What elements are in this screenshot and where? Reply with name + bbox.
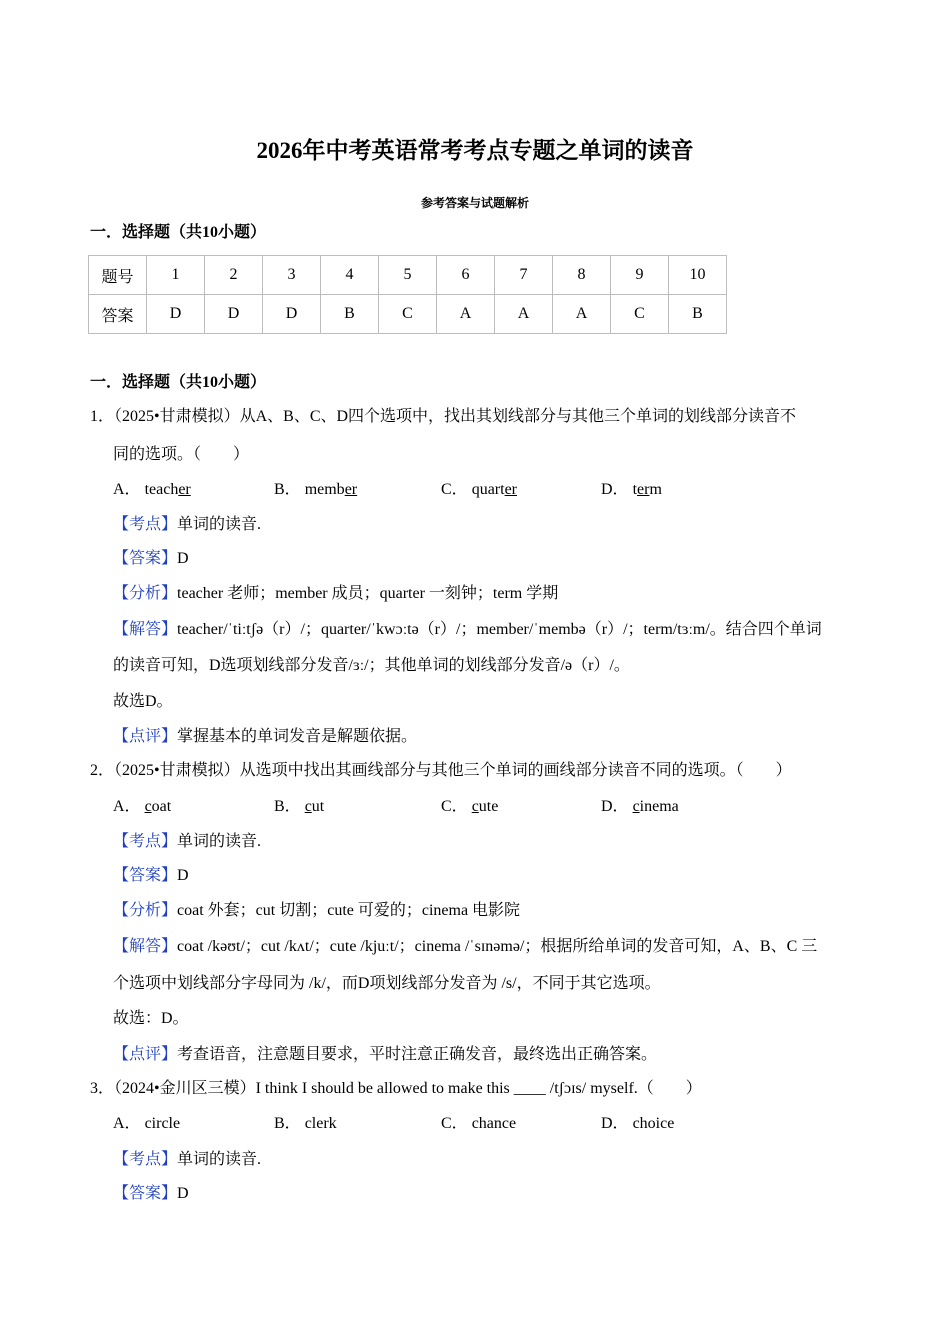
underlined-part: c xyxy=(471,798,479,815)
question-number-cell: 9 xyxy=(611,256,669,295)
option-text: B． xyxy=(274,1115,301,1132)
option-text: B． xyxy=(274,481,301,498)
underlined-part: c xyxy=(144,798,152,815)
answer-table xyxy=(88,255,727,334)
option-text: ute xyxy=(478,798,499,815)
question-1-text: 1．（2025•甘肃模拟）从A、B、C、D四个选项中，找出其划线部分与其他三个单词的划线部分读音不 xyxy=(90,408,797,425)
solution: 【解答】teacher/ˈtiːtʃə（r）/；quarter/ˈkwɔːtə（r）/；member/ˈmembə（r）/；term/tɜːm/。结合四个单词 xyxy=(113,621,822,638)
question-number-cell: 6 xyxy=(437,256,495,295)
option-A xyxy=(113,797,171,817)
option-text: m xyxy=(649,481,662,498)
answer-cell: C xyxy=(379,295,437,334)
comment: 【点评】掌握基本的单词发音是解题依据。 xyxy=(113,728,418,745)
conclusion: 故选D。 xyxy=(113,693,173,710)
conclusion: 故选：D。 xyxy=(113,1010,189,1027)
question-1-text-cont: 同的选项。（ ） xyxy=(113,446,250,463)
option-text: D． xyxy=(601,481,629,498)
underlined-part: er xyxy=(504,481,517,498)
answer: 【答案】D xyxy=(113,550,189,567)
option-text: D． xyxy=(601,798,629,815)
option-text: ut xyxy=(311,798,325,815)
section-heading: 一．选择题（共10小题） xyxy=(90,224,267,241)
option-text: inema xyxy=(639,798,679,815)
table-header-label: 题号 xyxy=(89,256,147,295)
option-text: A． xyxy=(113,481,141,498)
option-text: quart xyxy=(471,481,505,498)
option-text: t xyxy=(632,481,638,498)
answer-cell: D xyxy=(205,295,263,334)
option-C xyxy=(441,797,498,817)
underlined-part: er xyxy=(344,481,358,498)
answer-cell: A xyxy=(553,295,611,334)
option-text: B． xyxy=(274,798,301,815)
question-number-cell: 2 xyxy=(205,256,263,295)
kaodian: 【考点】单词的读音. xyxy=(113,516,262,533)
underlined-part: c xyxy=(632,798,640,815)
option-B xyxy=(274,1114,337,1134)
question-3-text: 3．（2024•金川区三模）I think I should be allowed to make this ____ /tʃɔɪs/ myself.（ ） xyxy=(90,1080,702,1097)
question-number-cell: 3 xyxy=(263,256,321,295)
answer-cell: B xyxy=(321,295,379,334)
solution-cont: 的读音可知，D选项划线部分发音/ɜː/；其他单词的划线部分发音/ə（r）/。 xyxy=(113,657,630,674)
underlined-part: c xyxy=(304,798,312,815)
option-text: D． xyxy=(601,1115,629,1132)
option-text: choice xyxy=(632,1115,675,1132)
answer: 【答案】D xyxy=(113,867,189,884)
question-number-cell: 1 xyxy=(147,256,205,295)
option-B xyxy=(274,480,357,500)
option-text: A． xyxy=(113,1115,141,1132)
option-B xyxy=(274,797,324,817)
option-A xyxy=(113,1114,180,1134)
kaodian: 【考点】单词的读音. xyxy=(113,1151,262,1168)
option-text: C． xyxy=(441,481,468,498)
solution-cont: 个选项中划线部分字母同为 /k/，而D项划线部分发音为 /s/，不同于其它选项。 xyxy=(113,975,661,992)
question-number-cell: 5 xyxy=(379,256,437,295)
option-D xyxy=(601,480,662,500)
section-heading: 一．选择题（共10小题） xyxy=(90,374,267,391)
question-number-cell: 8 xyxy=(553,256,611,295)
underlined-part: er xyxy=(178,481,191,498)
answer-cell: A xyxy=(437,295,495,334)
analysis: 【分析】coat 外套；cut 切割；cute 可爱的；cinema 电影院 xyxy=(113,902,521,919)
option-text: circle xyxy=(144,1115,181,1132)
option-text: memb xyxy=(304,481,345,498)
document-title: 2026年中考英语常考考点专题之单词的读音 xyxy=(256,138,694,163)
option-C xyxy=(441,1114,516,1134)
option-text: A． xyxy=(113,798,141,815)
option-C xyxy=(441,480,517,500)
solution: 【解答】coat /kəʊt/；cut /kʌt/；cute /kjuːt/；cinema /ˈsɪnəmə/；根据所给单词的发音可知，A、B、C 三 xyxy=(113,938,818,955)
answer-cell: A xyxy=(495,295,553,334)
answer: 【答案】D xyxy=(113,1185,189,1202)
answer-cell: B xyxy=(669,295,727,334)
kaodian: 【考点】单词的读音. xyxy=(113,833,262,850)
question-2-text: 2．（2025•甘肃模拟）从选项中找出其画线部分与其他三个单词的画线部分读音不同的选项。（ ） xyxy=(90,762,792,779)
option-text: clerk xyxy=(304,1115,337,1132)
option-text: teach xyxy=(144,481,179,498)
answer-cell: D xyxy=(263,295,321,334)
option-text: C． xyxy=(441,798,468,815)
underlined-part: er xyxy=(637,481,650,498)
option-D xyxy=(601,797,679,817)
option-text: chance xyxy=(471,1115,517,1132)
analysis: 【分析】teacher 老师；member 成员；quarter 一刻钟；term 学期 xyxy=(113,585,559,602)
answer-cell: C xyxy=(611,295,669,334)
option-text: oat xyxy=(151,798,172,815)
question-number-cell: 4 xyxy=(321,256,379,295)
comment: 【点评】考查语音，注意题目要求，平时注意正确发音，最终选出正确答案。 xyxy=(113,1046,658,1063)
question-number-cell: 7 xyxy=(495,256,553,295)
option-D xyxy=(601,1114,674,1134)
answer-cell: D xyxy=(147,295,205,334)
question-number-cell: 10 xyxy=(669,256,727,295)
table-answer-label: 答案 xyxy=(89,295,147,334)
option-A xyxy=(113,480,191,500)
option-text: C． xyxy=(441,1115,468,1132)
document-subtitle: 参考答案与试题解析 xyxy=(420,196,529,210)
